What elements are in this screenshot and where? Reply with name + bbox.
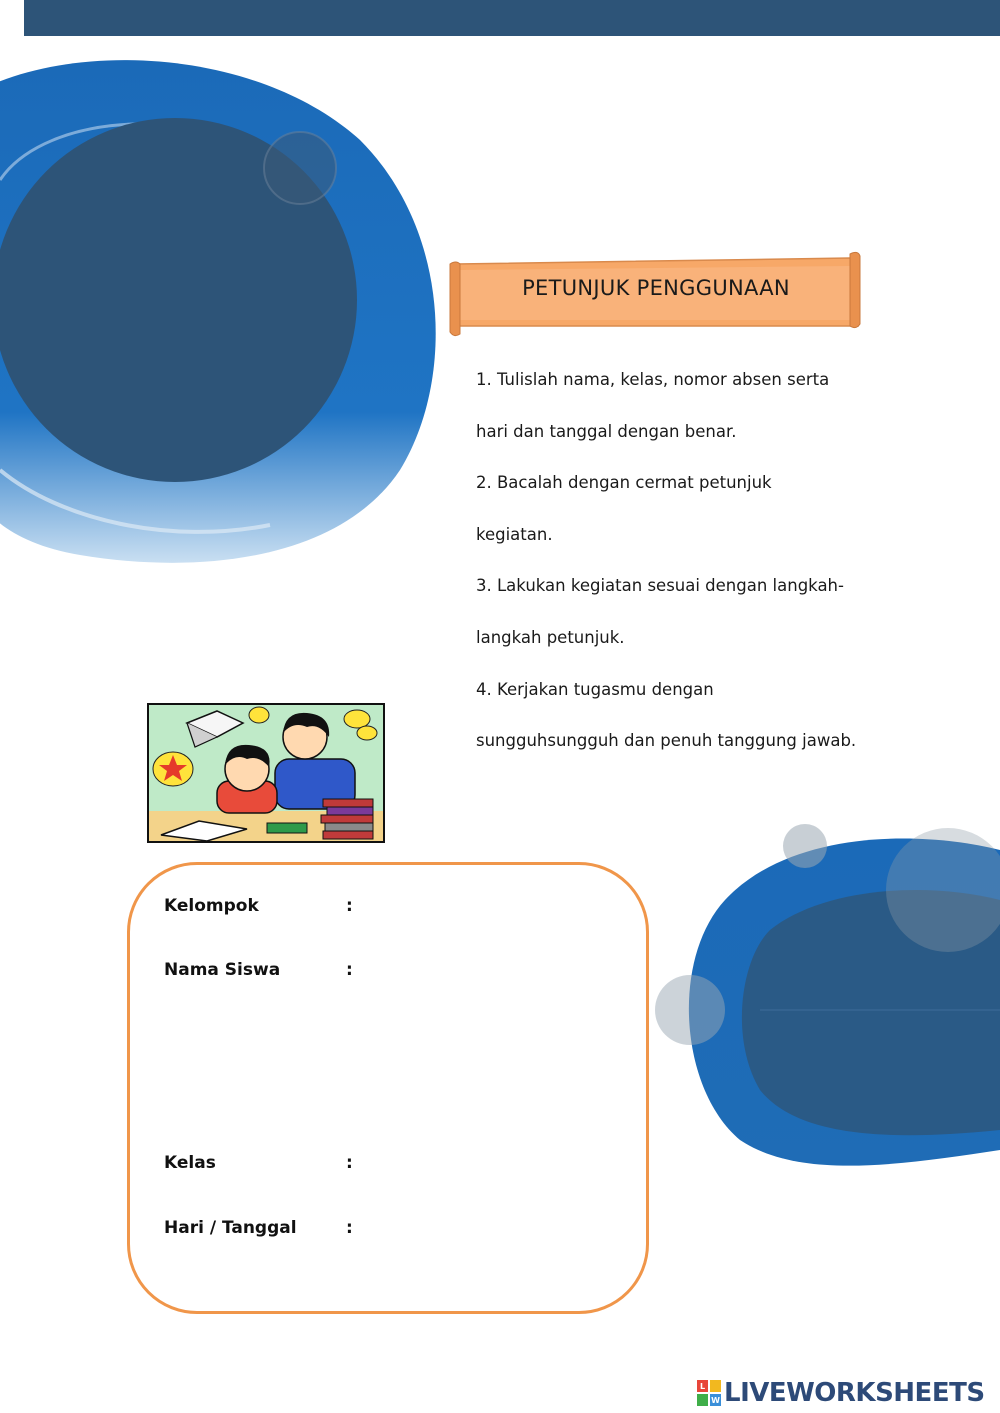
liveworksheets-badge-icon	[697, 1380, 721, 1406]
hari-tanggal-colon: :	[346, 1218, 353, 1238]
instruction-line: 3. Lakukan kegiatan sesuai dengan langkah-	[476, 576, 844, 596]
instruction-line: sungguhsungguh dan penuh tanggung jawab.	[476, 731, 857, 751]
kelas-label: Kelas	[164, 1153, 216, 1173]
kelompok-label: Kelompok	[164, 896, 259, 916]
nama-siswa-colon: :	[346, 960, 353, 980]
bottom-right-circle	[655, 824, 1000, 1166]
kelompok-colon: :	[346, 896, 353, 916]
kelas-colon: :	[346, 1153, 353, 1173]
instruction-line: langkah petunjuk.	[476, 627, 625, 647]
instruction-line: kegiatan.	[476, 524, 553, 544]
students-studying-illustration	[147, 703, 385, 843]
svg-text:L: L	[699, 1382, 706, 1391]
student-info-box	[127, 862, 649, 1314]
instruction-line: 4. Kerjakan tugasmu dengan	[476, 679, 714, 699]
hari-tanggal-label: Hari / Tanggal	[164, 1218, 297, 1238]
instruction-line: 2. Bacalah dengan cermat petunjuk	[476, 473, 772, 493]
instruction-line: 1. Tulislah nama, kelas, nomor absen serta	[476, 370, 830, 389]
svg-text:W: W	[711, 1396, 720, 1405]
liveworksheets-logo-text: LIVEWORKSHEETS	[724, 1378, 985, 1408]
instruction-line: hari dan tanggal dengan benar.	[476, 421, 737, 441]
top-left-circle	[0, 60, 436, 563]
instructions-list	[476, 362, 876, 775]
liveworksheets-logo	[697, 1378, 985, 1408]
nama-siswa-label: Nama Siswa	[164, 960, 281, 980]
banner-title: PETUNJUK PENGGUNAAN	[522, 276, 790, 300]
